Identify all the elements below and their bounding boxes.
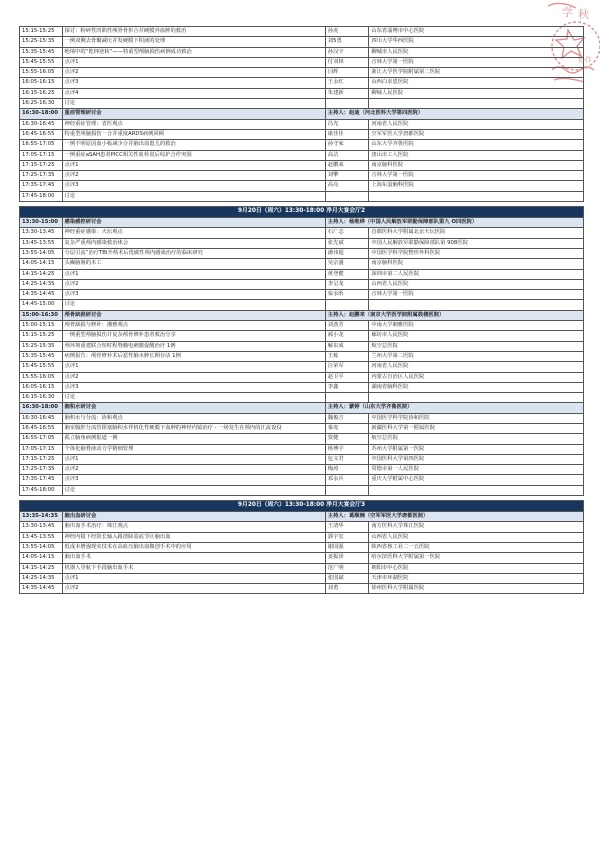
talk-speaker: 范广明: [325, 563, 369, 573]
talk-institution: 常德市第一人民医院: [369, 465, 584, 475]
talk-topic: 神经重症感染：天坛观点: [62, 228, 325, 238]
talk-topic: 点评3: [62, 290, 325, 300]
talk-row: [20, 393, 584, 403]
talk-institution: 中南大学湘雅医院: [369, 321, 584, 331]
talk-speaker: 冯光: [325, 119, 369, 129]
talk-institution: 陕西省核工业二一五医院: [369, 542, 584, 552]
talk-institution: 重庆大学附属中心医院: [369, 475, 584, 485]
talk-row: [20, 78, 584, 88]
talk-row: [20, 331, 584, 341]
talk-time: 17:25-17:35: [20, 465, 63, 475]
talk-topic: 讨论: [62, 300, 325, 310]
talk-time: 14:45-15:00: [20, 300, 63, 310]
session-header-row: [20, 109, 584, 119]
talk-topic: 讨论: [62, 485, 325, 495]
talk-row: [20, 259, 584, 269]
talk-speaker: 秦虎: [325, 423, 369, 433]
talk-topic: 脑室腹腔分流管阻塞脑积水伴机化性硬膜下血肿的神经内镜治疗 - 一场发生在颅内的江流设役: [62, 423, 325, 433]
talk-row: [20, 542, 584, 552]
talk-row: [20, 37, 584, 47]
talk-speaker: 刘擎: [325, 171, 369, 181]
talk-time: 15:55-16:05: [20, 372, 63, 382]
talk-row: [20, 522, 584, 532]
session-title: 颅骨缺损研讨会: [62, 310, 325, 320]
talk-row: [20, 341, 584, 351]
talk-institution: [369, 300, 584, 310]
talk-institution: 四川大学华西医院: [369, 37, 584, 47]
talk-institution: 上海东蛋脑科医院: [369, 181, 584, 191]
talk-time: 16:55-17:05: [20, 434, 63, 444]
talk-topic: 分层引流”治疗TBI开颅术后优碳性颅内感染治疗的临床研究: [62, 248, 325, 258]
talk-time: 14:05-14:15: [20, 553, 63, 563]
talk-time: 15:15-15:25: [20, 331, 63, 341]
talk-speaker: [325, 99, 369, 109]
talk-topic: 颅骨缺损与修补：湘雅观点: [62, 321, 325, 331]
talk-topic: 讨论: [62, 191, 325, 201]
svg-text:学: 学: [562, 6, 573, 19]
talk-speaker: 孙虎: [325, 27, 369, 37]
talk-row: [20, 372, 584, 382]
talk-topic: 点评3: [62, 475, 325, 485]
talk-row: [20, 553, 584, 563]
talk-topic: 探讨：粉碎性凹陷性颅骨骨折合并硬膜外血肿的救治: [62, 27, 325, 37]
talk-topic: 脑积水与分流：协和观点: [62, 413, 325, 423]
svg-text:协作: 协作: [578, 56, 592, 64]
talk-speaker: 王永红: [325, 78, 369, 88]
talk-row: [20, 573, 584, 583]
talk-row: [20, 47, 584, 57]
talk-institution: 山东省淄博市中心医院: [369, 27, 584, 37]
talk-time: 17:25-17:35: [20, 171, 63, 181]
talk-topic: 颅环境重建联合短时程脊髓电刺激促醒治疗 1例: [62, 341, 325, 351]
talk-time: 17:05-17:15: [20, 150, 63, 160]
talk-time: 15:35-15:45: [20, 351, 63, 361]
talk-institution: 聊城市人民医院: [369, 47, 584, 57]
talk-time: 14:15-14:25: [20, 269, 63, 279]
talk-speaker: 郝小龙: [325, 331, 369, 341]
talk-row: [20, 269, 584, 279]
talk-speaker: [325, 393, 369, 403]
talk-time: 15:15-15:25: [20, 27, 63, 37]
talk-row: [20, 279, 584, 289]
talk-topic: 讨论: [62, 393, 325, 403]
session-host: 主持人：蒙婷（山东大学齐鲁医院）: [325, 403, 583, 413]
talk-speaker: 石广志: [325, 228, 369, 238]
talk-row: [20, 382, 584, 392]
talk-speaker: 解东成: [325, 341, 369, 351]
talk-row: [20, 88, 584, 98]
session-time: 16:30-18:00: [20, 403, 63, 413]
talk-row: [20, 57, 584, 67]
talk-speaker: 付双林: [325, 57, 369, 67]
talk-topic: 绝境中的“乾坤逆转”——特重型颅脑损伤病例成功救治: [62, 47, 325, 57]
talk-speaker: 包义君: [325, 454, 369, 464]
talk-topic: 点评2: [62, 171, 325, 181]
day-header-text: 9月20日（周六）13:30-18:00 净月大宴会厅3: [20, 501, 584, 512]
talk-institution: 哈尔滨医科大学附属第一医院: [369, 553, 584, 563]
talk-institution: 山东大学齐鲁医院: [369, 140, 584, 150]
talk-topic: 脑出血手术治疗：珠江观点: [62, 522, 325, 532]
talk-row: [20, 228, 584, 238]
session-time: 13:35-14:35: [20, 512, 63, 522]
talk-time: 13:30-13:45: [20, 228, 63, 238]
talk-time: 15:45-15:55: [20, 57, 63, 67]
talk-institution: [369, 99, 584, 109]
talk-time: 16:25-16:30: [20, 99, 63, 109]
talk-time: 14:25-14:35: [20, 573, 63, 583]
talk-time: 16:30-16:45: [20, 413, 63, 423]
talk-row: [20, 351, 584, 361]
session-time: 15:00-16:30: [20, 310, 63, 320]
talk-topic: 神经重症管理：省医观点: [62, 119, 325, 129]
talk-institution: 徐州医科大学附属医院: [369, 584, 584, 594]
talk-topic: 脑出血手术: [62, 553, 325, 563]
talk-row: [20, 27, 584, 37]
talk-institution: 吉林大学第一医院: [369, 57, 584, 67]
talk-row: [20, 465, 584, 475]
talk-row: [20, 423, 584, 433]
talk-time: 16:45-16:55: [20, 129, 63, 139]
talk-topic: 点评1: [62, 160, 325, 170]
talk-institution: 首都医科大学附属北京天坛医院: [369, 228, 584, 238]
day-header-row: [20, 501, 584, 512]
talk-institution: 山西白求恩医院: [369, 78, 584, 88]
session-host: 主持人：葛顺楠（空军军医大学唐都医院）: [325, 512, 583, 522]
talk-institution: 聊城人民医院: [369, 88, 584, 98]
talk-speaker: 梅涛: [325, 465, 369, 475]
session-host: 主持人：杨维烨（中国人民解放军联勤保障部队第九 O四医院）: [325, 218, 583, 228]
talk-speaker: 赵卫平: [325, 372, 369, 382]
session-header-row: [20, 310, 584, 320]
talk-topic: 点评2: [62, 465, 325, 475]
talk-time: 17:35-17:45: [20, 475, 63, 485]
talk-time: 17:45-18:00: [20, 191, 63, 201]
talk-speaker: 刘5勇: [325, 37, 369, 47]
talk-speaker: 孙汉宇: [325, 47, 369, 57]
talk-speaker: 魏俊吉: [325, 413, 369, 423]
day-header-text: 9月20日（周六）13:30-18:00 净月大宴会厅2: [20, 207, 584, 218]
talk-time: 17:05-17:15: [20, 444, 63, 454]
talk-speaker: 张国斌: [325, 573, 369, 583]
talk-time: 13:45-13:55: [20, 238, 63, 248]
talk-row: [20, 191, 584, 201]
talk-institution: 深圳市第二人民医院: [369, 269, 584, 279]
talk-row: [20, 248, 584, 258]
talk-institution: 廊坊市人民医院: [369, 331, 584, 341]
talk-topic: 点评1: [62, 269, 325, 279]
talk-institution: 山西省人民医院: [369, 279, 584, 289]
talk-institution: 山西省人民医院: [369, 532, 584, 542]
talk-topic: 特重型颅脑损伤一合并重度ARDS病例回顾: [62, 129, 325, 139]
talk-institution: 兰州大学第二医院: [369, 351, 584, 361]
session-time: 13:30-15:00: [20, 218, 63, 228]
talk-speaker: 刘勇: [325, 584, 369, 594]
talk-speaker: 谢国强: [325, 542, 369, 552]
talk-row: [20, 413, 584, 423]
talk-time: 13:55-14:05: [20, 248, 63, 258]
talk-topic: 头癫脑肠的木工: [62, 259, 325, 269]
talk-row: [20, 150, 584, 160]
talk-topic: 一例双侧去骨瓣减压并发硬膜下积液的处理: [62, 37, 325, 47]
talk-speaker: 王清华: [325, 522, 369, 532]
talk-speaker: 吴宗盛: [325, 259, 369, 269]
talk-speaker: 朱建新: [325, 88, 369, 98]
talk-topic: 点评1: [62, 454, 325, 464]
talk-row: [20, 532, 584, 542]
talk-topic: 神经内镜下经鼓长轴入路清除基底节区脑出血: [62, 532, 325, 542]
talk-speaker: 杨博宇: [325, 444, 369, 454]
talk-speaker: 姜振泽: [325, 553, 369, 563]
talk-row: [20, 475, 584, 485]
talk-topic: 点评2: [62, 68, 325, 78]
svg-text:秋: 秋: [578, 8, 589, 21]
talk-row: [20, 68, 584, 78]
talk-speaker: 李鑫: [325, 382, 369, 392]
talk-row: [20, 119, 584, 129]
talk-topic: 点评1: [62, 57, 325, 67]
talk-institution: [369, 393, 584, 403]
talk-time: 15:25-15:35: [20, 341, 63, 351]
talk-time: 16:30-16:45: [20, 119, 63, 129]
talk-time: 15:35-15:45: [20, 47, 63, 57]
talk-row: [20, 99, 584, 109]
talk-institution: 朝阳市中心医院: [369, 563, 584, 573]
talk-row: [20, 181, 584, 191]
talk-row: [20, 485, 584, 495]
talk-speaker: 张先斌: [325, 238, 369, 248]
talk-topic: 讨论: [62, 99, 325, 109]
talk-time: 14:05-14:15: [20, 259, 63, 269]
talk-speaker: [325, 191, 369, 201]
talk-row: [20, 160, 584, 170]
talk-time: 14:35-14:45: [20, 584, 63, 594]
talk-row: [20, 444, 584, 454]
talk-topic: 复杂严重颅内感染救治体会: [62, 238, 325, 248]
talk-institution: 新疆医科大学第一附属医院: [369, 423, 584, 433]
talk-row: [20, 300, 584, 310]
talk-time: 14:25-14:35: [20, 279, 63, 289]
talk-speaker: 高洁: [325, 150, 369, 160]
talk-time: 16:05-16:15: [20, 382, 63, 392]
talk-time: 15:00-15:15: [20, 321, 63, 331]
talk-speaker: 邓永兵: [325, 475, 369, 485]
talk-row: [20, 434, 584, 444]
talk-time: 15:55-16:05: [20, 68, 63, 78]
talk-time: 14:35-14:45: [20, 290, 63, 300]
talk-speaker: [325, 485, 369, 495]
talk-institution: 内蒙古自治区人民医院: [369, 372, 584, 382]
talk-institution: 南京脑科医院: [369, 259, 584, 269]
talk-time: 17:45-18:00: [20, 485, 63, 495]
talk-topic: 点评1: [62, 573, 325, 583]
session-header-row: [20, 403, 584, 413]
talk-topic: 低成本增强现实技术在高血压脑出血微创手术中的应用: [62, 542, 325, 552]
talk-topic: 个体化脑脊液动力学精细管理: [62, 444, 325, 454]
talk-institution: 航空总医院: [369, 434, 584, 444]
talk-institution: 中国人民解放军联勤保障部队第 908医院: [369, 238, 584, 248]
talk-speaker: 高亮: [325, 181, 369, 191]
talk-speaker: 孙守家: [325, 140, 369, 150]
talk-topic: 点评2: [62, 584, 325, 594]
day-header-row: [20, 207, 584, 218]
talk-time: 15:25-15:35: [20, 37, 63, 47]
session-title: 重症管理研讨会: [62, 109, 325, 119]
talk-topic: 点评3: [62, 181, 325, 191]
talk-topic: 点评2: [62, 372, 325, 382]
talk-time: 16:15-16:25: [20, 88, 63, 98]
talk-row: [20, 362, 584, 372]
talk-row: [20, 290, 584, 300]
talk-institution: 天津市环湖医院: [369, 573, 584, 583]
session-header-row: [20, 218, 584, 228]
talk-institution: 中国医学科学院整形外科医院: [369, 248, 584, 258]
session-host: 主持人：赵迪（河北医科大学第四医院）: [325, 109, 583, 119]
talk-time: 13:55-14:05: [20, 542, 63, 552]
session-host: 主持人：赵鹏来（南京大学医学院附属鼓楼医院）: [325, 310, 583, 320]
talk-topic: 点评3: [62, 78, 325, 88]
talk-topic: 机器人导航下手段脑出血手术: [62, 563, 325, 573]
session-time: 16:30-18:00: [20, 109, 63, 119]
session-title: 脑出血研讨会: [62, 512, 325, 522]
talk-time: 15:45-15:55: [20, 362, 63, 372]
talk-time: 16:15-16:30: [20, 393, 63, 403]
talk-institution: 河南省人民医院: [369, 362, 584, 372]
talk-institution: 空军军医大学唐都医院: [369, 129, 584, 139]
talk-institution: 中国医科大学第四医院: [369, 454, 584, 464]
talk-institution: 湖南省脑科医院: [369, 382, 584, 392]
talk-row: [20, 129, 584, 139]
session-title: 感染感控研讨会: [62, 218, 325, 228]
talk-topic: 病例报告：颅骨修补术后恶性脑水肿长期存活 1例: [62, 351, 325, 361]
talk-topic: 点评2: [62, 279, 325, 289]
talk-speaker: 赵鹏来: [325, 160, 369, 170]
talk-institution: 吉林大学第一医院: [369, 290, 584, 300]
talk-topic: 孤立脑角病例报道一例: [62, 434, 325, 444]
talk-time: 16:45-16:55: [20, 423, 63, 433]
talk-speaker: 王栋: [325, 351, 369, 361]
talk-institution: [369, 485, 584, 495]
talk-topic: 点评3: [62, 382, 325, 392]
session-header-row: [20, 512, 584, 522]
talk-row: [20, 140, 584, 150]
talk-speaker: 汪荣军: [325, 362, 369, 372]
talk-institution: 航空总医院: [369, 341, 584, 351]
talk-institution: 南方医科大学珠江医院: [369, 522, 584, 532]
talk-speaker: 郭宇宏: [325, 532, 369, 542]
talk-time: 14:15-14:25: [20, 563, 63, 573]
talk-speaker: 李呈龙: [325, 279, 369, 289]
talk-institution: 吉林大学第一医院: [369, 171, 584, 181]
talk-institution: 浙江大学医学院附属第二医院: [369, 68, 584, 78]
talk-speaker: 潘伟超: [325, 248, 369, 258]
talk-speaker: 闫辉: [325, 68, 369, 78]
talk-institution: 唐山市工人医院: [369, 150, 584, 160]
talk-row: [20, 454, 584, 464]
talk-topic: 点评1: [62, 362, 325, 372]
talk-row: [20, 238, 584, 248]
talk-time: 16:05-16:15: [20, 78, 63, 88]
talk-speaker: 栾永昕: [325, 290, 369, 300]
talk-row: [20, 171, 584, 181]
talk-topic: 点评4: [62, 88, 325, 98]
talk-row: [20, 584, 584, 594]
talk-time: 13:30-13:45: [20, 522, 63, 532]
talk-institution: 南京脑科医院: [369, 160, 584, 170]
talk-institution: 河南省人民医院: [369, 119, 584, 129]
talk-time: 13:45-13:55: [20, 532, 63, 542]
talk-topic: 一例重症aSAH患者PICC相关性血栓说后综护合作突围: [62, 150, 325, 160]
talk-speaker: 刘劲芳: [325, 321, 369, 331]
talk-institution: 苏州大学附属第一医院: [369, 444, 584, 454]
talk-time: 17:15-17:25: [20, 454, 63, 464]
talk-speaker: 贾健: [325, 434, 369, 444]
talk-speaker: 康佳佳: [325, 129, 369, 139]
talk-topic: 一例不明原因血小板减少合并脑出血患儿的救治: [62, 140, 325, 150]
talk-speaker: [325, 300, 369, 310]
talk-speaker: 黄登健: [325, 269, 369, 279]
session-title: 脑积水研讨会: [62, 403, 325, 413]
talk-topic: 一例重型颅脑损伤并复杂颅骨修补患者救治分享: [62, 331, 325, 341]
talk-institution: [369, 191, 584, 201]
talk-time: 17:15-17:25: [20, 160, 63, 170]
talk-institution: 中国医学科学院协和医院: [369, 413, 584, 423]
agenda-table: [19, 26, 584, 594]
talk-row: [20, 563, 584, 573]
talk-time: 16:55-17:05: [20, 140, 63, 150]
talk-row: [20, 321, 584, 331]
talk-time: 17:35-17:45: [20, 181, 63, 191]
